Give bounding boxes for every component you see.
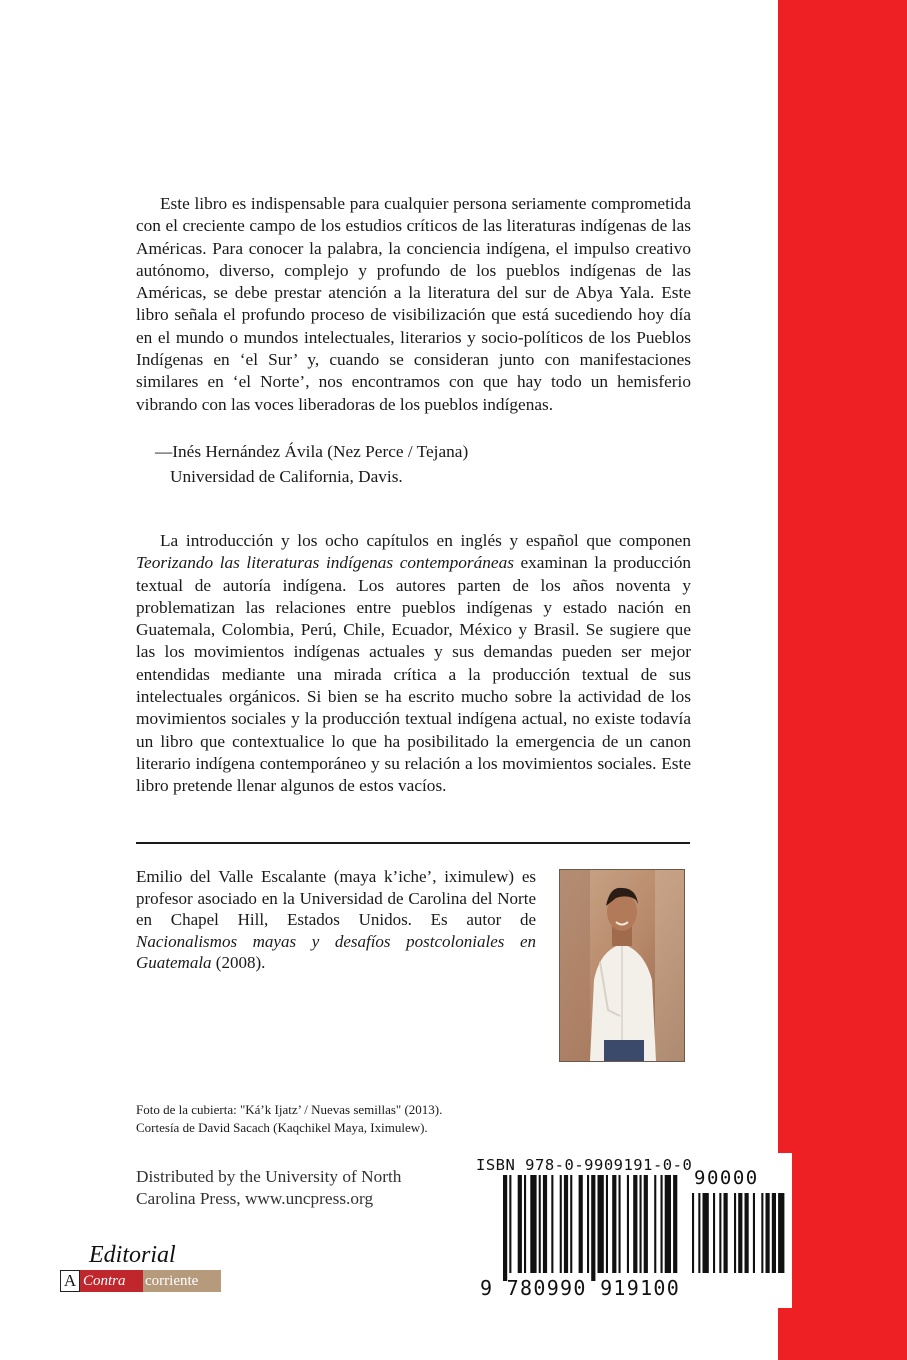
author-bio [136, 866, 536, 974]
barcode-bar [509, 1175, 511, 1273]
barcode-bar [713, 1193, 715, 1273]
price-addon-number: 90000 [694, 1167, 759, 1189]
barcode-bar [591, 1175, 595, 1281]
publisher-logo-letter: A [60, 1270, 80, 1292]
barcode-bar [761, 1193, 763, 1273]
barcode-bar [619, 1175, 621, 1273]
barcode-bar [673, 1175, 677, 1273]
cover-credit-line-1: Foto de la cubierta: "Ká’k Ijatz’ / Nuevas semillas" (2013). [136, 1102, 443, 1117]
barcode-bar [627, 1175, 629, 1273]
barcode-bar [579, 1175, 583, 1273]
barcode-bar [503, 1175, 507, 1281]
barcode-bar [551, 1175, 553, 1273]
endorsement-paragraph [136, 193, 691, 416]
barcode-bar [587, 1175, 589, 1273]
barcode-bar [766, 1193, 770, 1273]
ean-number: 9 780990 919100 [480, 1276, 681, 1300]
barcode-bar [543, 1175, 547, 1273]
barcode-bar [570, 1175, 572, 1273]
barcode-bar [606, 1175, 608, 1273]
cover-credit-line-2: Cortesía de David Sacach (Kaqchikel Maya, Iximulew). [136, 1120, 428, 1135]
distribution-line-2: Carolina Press, www.uncpress.org [136, 1189, 374, 1208]
barcode-bar [644, 1175, 648, 1273]
distribution-line-1: Distributed by the University of North [136, 1167, 402, 1186]
endorsement-author: —Inés Hernández Ávila (Nez Perce / Tejana) [155, 442, 469, 461]
barcode-bar [665, 1175, 671, 1273]
publisher-logo-contra: Contra [80, 1270, 143, 1292]
barcode-bar [661, 1175, 663, 1273]
barcode-bar [698, 1193, 700, 1273]
barcode-bar [564, 1175, 568, 1273]
book-title: Teorizando las literaturas indígenas contemporáneas [136, 553, 514, 573]
publisher-name: Editorial [89, 1242, 176, 1268]
barcode-bar [539, 1175, 541, 1273]
bio-text: Emilio del Valle Escalante (maya k’iche’, iximulew) es profesor asociado en la Universidad de Carolina del Norte en Chapel Hill, Estados Unidos. Es autor de [136, 867, 536, 930]
barcode-bar [772, 1193, 776, 1273]
author-photo [559, 869, 685, 1062]
distribution-note [136, 1166, 401, 1210]
barcode-bar [530, 1175, 536, 1273]
barcode-bar [518, 1175, 522, 1273]
cover-credit [136, 1101, 442, 1137]
barcode-bar [692, 1193, 694, 1273]
bio-book-title: Nacionalismos mayas y desafíos postcoloniales en Guatemala [136, 931, 536, 973]
spine-red-band [778, 0, 907, 1360]
description-paragraph [136, 530, 691, 798]
barcode-bar [745, 1193, 749, 1273]
isbn-barcode [476, 1153, 792, 1308]
description-text-end: examinan la producción textual de autoría indígena. Los autores parten de los años noventa y problematizan las relaciones entre pueblos indígenas y estado nación en Guatemala, Colombia, Perú, Chile, Ecuador, México y Brasil. Se sugiere que las los movimientos indígenas actuales y sus demandas pueden ser mejor entendidas mediante una mirada crítica a la producción textual de sus intelectuales orgánicos. Si bien se ha escrito mucho sobre la actividad de los movimientos sociales y la producción textual indígena actual, no existe todavía un libro que contextualice lo que ha posibilitado la emergencia de un canon literario indígena contemporáneo y su relación a los movimientos sociales. Este libro pretende llenar algunos de estos vacíos. [136, 553, 691, 796]
section-divider [136, 842, 690, 844]
bio-year: (2008). [211, 953, 266, 973]
barcode-bar [560, 1175, 562, 1273]
barcode-bar [719, 1193, 721, 1273]
barcode-bar [524, 1175, 526, 1273]
endorsement-affiliation: Universidad de California, Davis. [170, 467, 403, 486]
barcode-bar [654, 1175, 656, 1273]
endorsement-text: Este libro es indispensable para cualquier persona seriamente comprometida con el creciente campo de los estudios críticos de las literaturas indígenas de las Américas. Para conocer la palabra, la conciencia indígena, el impulso creativo autónomo, diverso, complejo y profundo de los pueblos indígenas de las Américas, se debe prestar atención a la literatura del sur de Abya Yala. Este libro señala el profundo proceso de visibilización que está sucediendo hoy día en el mundo o mundos intelectuales, literarios y socio-políticos de los Pueblos Indígenas en ‘el Sur’ y, cuando se consideran junto con manifestaciones similares en ‘el Norte’, nos encontramos con que hay todo un hemisferio vibrando con las voces liberadoras de los pueblos indígenas. [136, 194, 691, 414]
barcode-bar [778, 1193, 784, 1273]
barcode-bar [598, 1175, 604, 1273]
barcode-bar [738, 1193, 742, 1273]
publisher-logo-corriente: corriente [143, 1270, 221, 1292]
barcode-bar [612, 1175, 616, 1273]
barcode-bar [724, 1193, 728, 1273]
isbn-label: ISBN 978-0-9909191-0-0 [476, 1156, 693, 1174]
barcode-bar [640, 1175, 642, 1273]
barcode-bar [703, 1193, 709, 1273]
barcode-bar [633, 1175, 637, 1273]
description-text-start: La introducción y los ocho capítulos en inglés y español que componen [160, 531, 691, 550]
barcode-bar [753, 1193, 755, 1273]
barcode-bar [734, 1193, 736, 1273]
